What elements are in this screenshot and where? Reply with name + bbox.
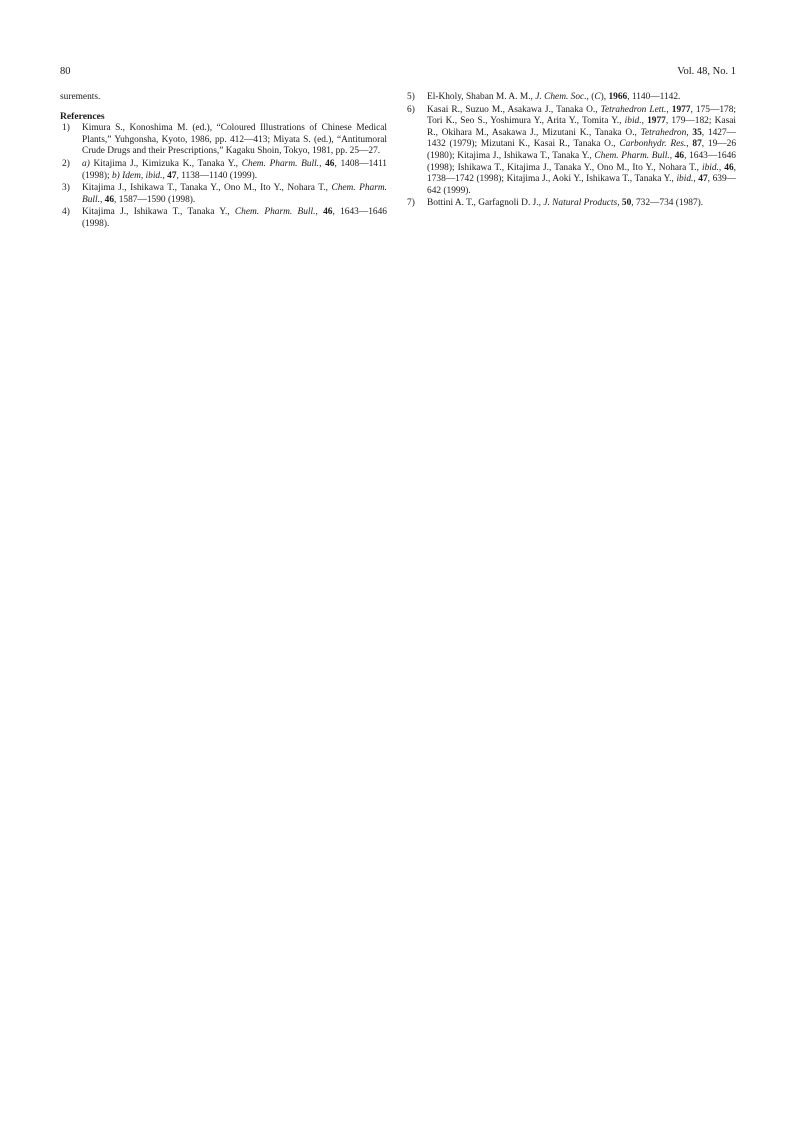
- reference-item: [60, 123, 387, 158]
- reference-number: 2): [62, 158, 70, 169]
- reference-number: 5): [407, 92, 415, 102]
- journal-volume: Vol. 48, No. 1: [677, 66, 736, 77]
- reference-text: Kimura S., Konoshima M. (ed.), “Coloured Illustrations of Chinese Medical Plants,” Yuhgonsha, Kyoto, 1986, pp. 412—413; Miyata S. (ed.), “Antitumoral Crude Drugs and their Prescriptions,” Kagaku Shoin, Tokyo, 1981, pp. 25—27.: [82, 123, 387, 157]
- right-column: [405, 92, 736, 211]
- reference-text: Kitajima J., Ishikawa T., Tanaka Y., Chem. Pharm. Bull., 46, 1643—1646 (1998).: [82, 207, 387, 229]
- reference-number: 7): [407, 198, 415, 209]
- reference-text: Bottini A. T., Garfagnoli D. J., J. Natural Products, 50, 732—734 (1987).: [427, 198, 704, 209]
- references-heading: References: [60, 110, 105, 122]
- reference-text: Kasai R., Suzuo M., Asakawa J., Tanaka O., Tetrahedron Lett., 1977, 175—178; Tori K., Seo S., Yoshimura Y., Arita Y., Tomita Y., ibid., 1977, 179—182; Kasai R., Okihara M., Asakawa J., Mizutani K., Tanaka O., Tetrahedron, 35, 1427—1432 (1979); Mizutani K., Kasai R., Tanaka O., Carbonhydr. Res., 87, 19—26 (1980); Kitajima J., Ishikawa T., Tanaka Y., Chem. Pharm. Bull., 46, 1643—1646 (1998); Ishikawa T., Kitajima J., Tanaka Y., Ono M., Ito Y., Nohara T., ibid., 46, 1738—1742 (1998); Kitajima J., Aoki Y., Ishikawa T., Tanaka Y., ibid., 47, 639—642 (1999).: [427, 104, 737, 196]
- continued-text: surements.: [60, 92, 101, 102]
- reference-number: 1): [62, 123, 70, 134]
- reference-item: [60, 183, 387, 206]
- reference-list: [60, 123, 387, 230]
- reference-item: [60, 207, 387, 230]
- reference-item: [405, 198, 736, 210]
- reference-list: [405, 92, 736, 210]
- reference-item: [60, 159, 387, 182]
- reference-number: 4): [62, 207, 70, 218]
- page-number: 80: [60, 66, 71, 77]
- reference-text: Kitajima J., Ishikawa T., Tanaka Y., Ono M., Ito Y., Nohara T., Chem. Pharm. Bull., 46, 1587—1590 (1998).: [82, 183, 387, 205]
- reference-item: [405, 105, 736, 198]
- reference-item: [405, 92, 736, 104]
- reference-text: a) Kitajima J., Kimizuka K., Tanaka Y., Chem. Pharm. Bull., 46, 1408—1411 (1998); b) Idem, ibid., 47, 1138—1140 (1999).: [82, 158, 387, 181]
- left-column: [60, 92, 387, 232]
- reference-number: 3): [62, 183, 70, 194]
- reference-text: El-Kholy, Shaban M. A. M., J. Chem. Soc., (C), 1966, 1140—1142.: [427, 92, 681, 102]
- reference-number: 6): [407, 104, 415, 115]
